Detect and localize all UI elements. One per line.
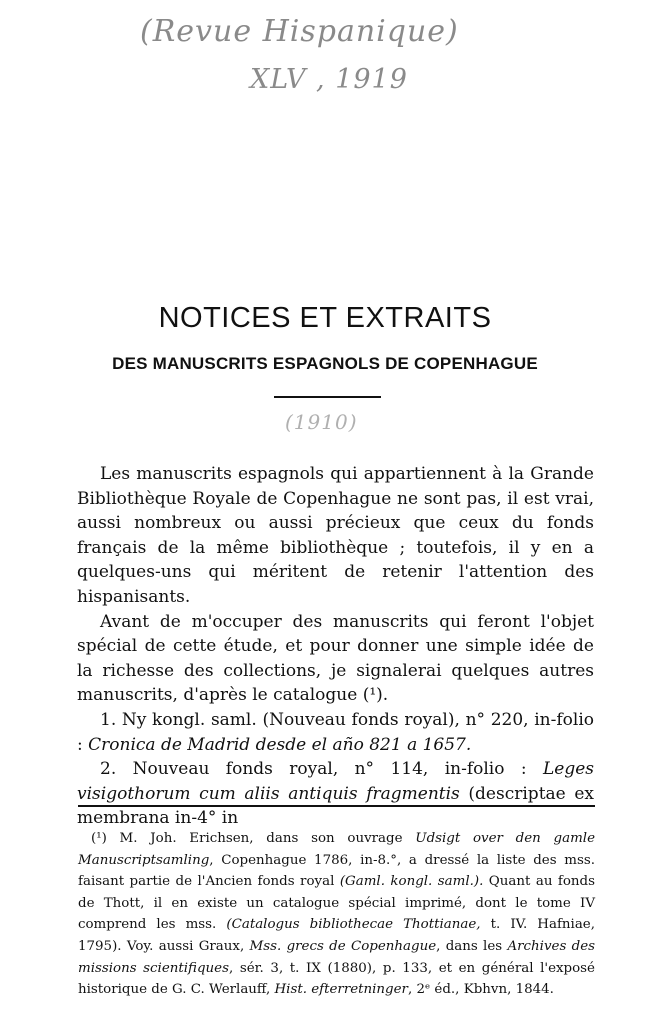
list-item-2-desc: (descriptae ex membrana in-4° in	[77, 783, 595, 829]
footnote-catalogue-title: (Catalogus bibliothecae Thottianae,	[226, 917, 481, 933]
list-item-2-title: Leges visigothorum cum aliis antiquis fragmentis	[77, 759, 594, 804]
footnote-text: , dans les	[436, 938, 503, 954]
footnote-text: t. IV. Hafniae, 1795).	[78, 917, 595, 954]
list-item-1	[77, 708, 594, 757]
footnote-1	[78, 828, 595, 1001]
footnote-work-title: Udsigt over den gamle Manuscriptsamling	[78, 831, 595, 868]
page-title: NOTICES ET EXTRAITS	[158, 302, 492, 335]
title-divider	[274, 396, 381, 398]
list-item-1-text: 1. Ny kongl. saml. (Nouveau fonds royal), n° 220, in-folio :	[77, 709, 594, 755]
footnotes	[78, 828, 595, 1001]
footnote-text: , Copenhague 1786, in-8.°, a dressé la liste des mss. faisant partie de l'Ancien fonds royal	[78, 852, 595, 890]
page-subtitle: DES MANUSCRITS ESPAGNOLS DE COPENHAGUE	[112, 354, 538, 374]
footnote-abbrev: (Gaml. kongl. saml.).	[339, 874, 484, 890]
list-item-1-title: Cronica de Madrid desde el año 821 a 1657.	[88, 734, 472, 755]
footnote-journal-title: Archives des missions scientifiques	[78, 938, 596, 976]
footnote-text: Voy. aussi Graux,	[126, 938, 245, 954]
footnote-work-title: Mss. grecs de Copenhague	[249, 938, 437, 954]
list-item-2	[77, 757, 594, 831]
paragraph-catalogue: Avant de m'occuper des manuscrits qui feront l'objet spécial de cette étude, et pour donner une simple idée de la richesse des collections, je signalerai quelques autres manuscrits, d'après le catalogue (¹).	[77, 611, 594, 706]
footnote-work-title: Hist. efterretninger	[274, 982, 408, 998]
paragraph-intro: Les manuscrits espagnols qui appartiennent à la Grande Bibliothèque Royale de Copenhague ne sont pas, il est vrai, aussi nombreux ou aussi précieux que ceux du fonds français de la même bibliothèque ; toutefois, il y en a quelques-uns qui méritent de retenir l'attention des hispanisants.	[77, 464, 594, 607]
footnote-text: , sér. 3, t. IX (1880), p. 133, et en général l'exposé historique de G. C. Werlauff,	[78, 960, 595, 998]
body-text	[77, 462, 594, 831]
footnote-divider	[78, 805, 595, 807]
footnote-text: Quant au fonds de Thott, il en existe un catalogue spécial imprimé, dont le tome IV comprend les mss.	[78, 874, 595, 933]
list-item-2-text: 2. Nouveau fonds royal, n° 114, in-folio :	[100, 759, 527, 780]
footnote-text: (¹) M. Joh. Erichsen, dans son ouvrage	[91, 831, 403, 846]
footnote-text: , 2ᵉ éd., Kbhvn, 1844.	[407, 982, 554, 998]
handwritten-note-faint: (1910)	[285, 410, 358, 434]
handwritten-note-volume: XLV , 1919	[250, 64, 408, 95]
handwritten-note-journal: (Revue Hispanique)	[140, 14, 459, 49]
